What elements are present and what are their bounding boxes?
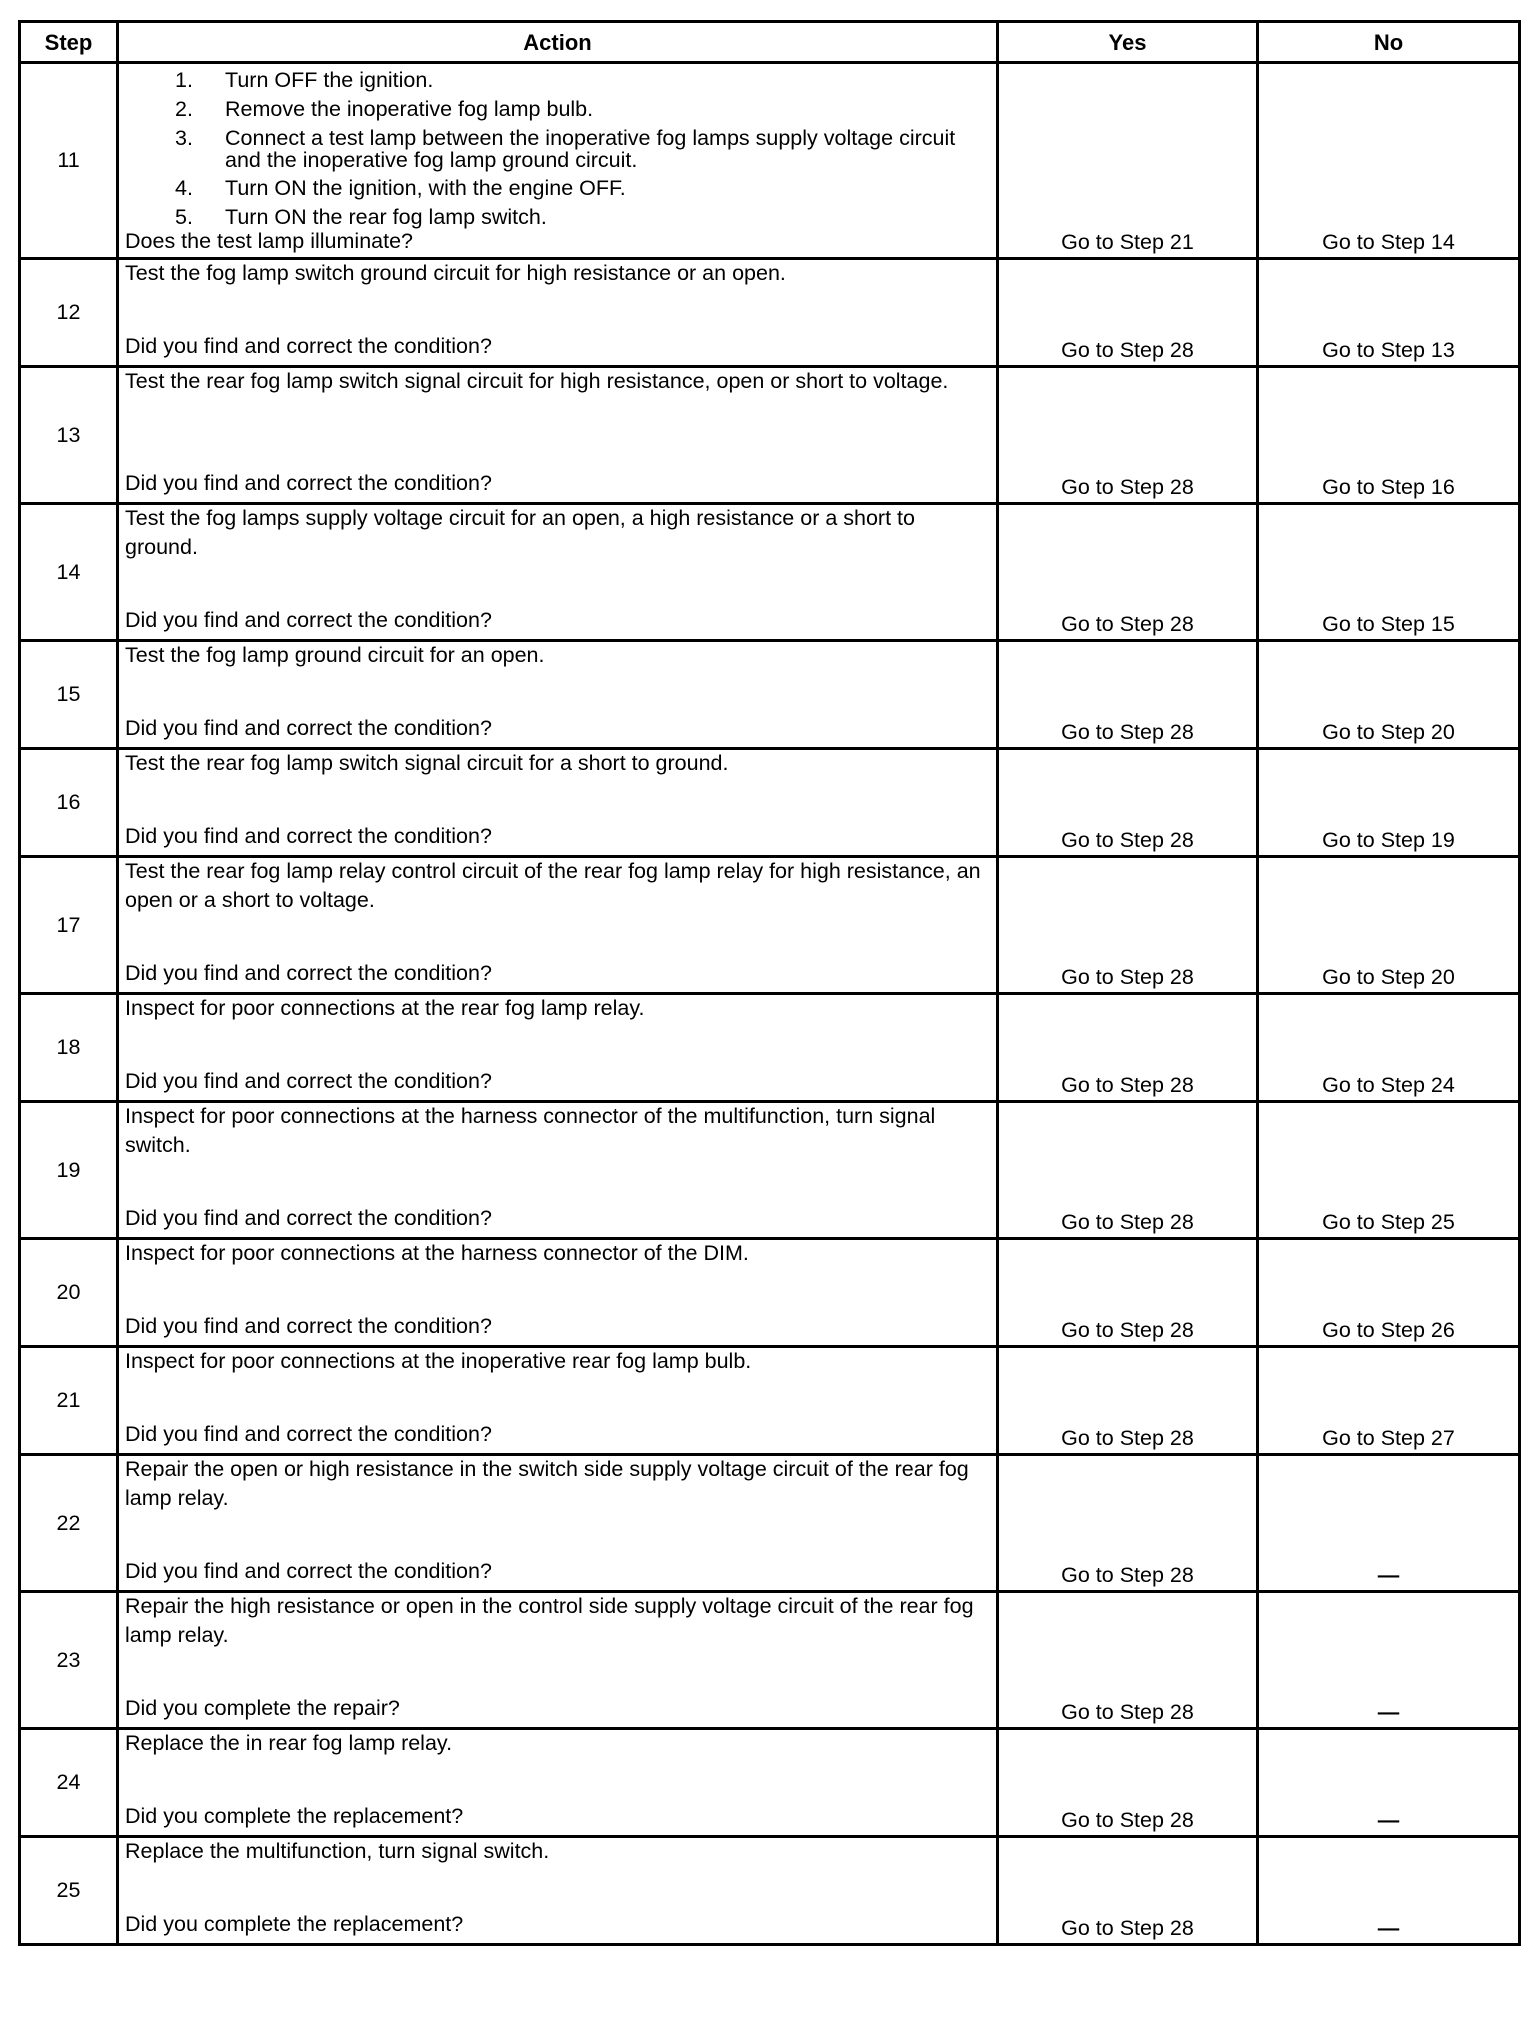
table-row: [20, 1592, 1520, 1729]
yes-cell: [998, 1837, 1258, 1945]
action-text: Inspect for poor connections at the inoperative rear fog lamp bulb.: [125, 1349, 752, 1373]
no-result: —: [1377, 1700, 1400, 1724]
action-cell: [118, 367, 998, 504]
yes-result: Go to Step 28: [1061, 1563, 1194, 1587]
action-cell: [118, 1455, 998, 1592]
question-text: Did you find and correct the condition?: [125, 716, 492, 740]
action-text: Test the fog lamp switch ground circuit for high resistance or an open.: [125, 261, 786, 285]
yes-result: Go to Step 28: [1061, 1808, 1194, 1832]
no-cell: [1258, 1102, 1520, 1239]
no-result: Go to Step 25: [1322, 1210, 1455, 1234]
action-cell: [118, 1239, 998, 1347]
no-cell: [1258, 749, 1520, 857]
table-row: [20, 367, 1520, 504]
no-result: Go to Step 20: [1322, 720, 1455, 744]
yes-cell: [998, 504, 1258, 641]
yes-cell: [998, 641, 1258, 749]
action-cell: [118, 504, 998, 641]
yes-cell: [998, 1455, 1258, 1592]
no-result: —: [1377, 1563, 1400, 1587]
table-row: [20, 504, 1520, 641]
question-text: Did you find and correct the condition?: [125, 961, 492, 985]
no-cell: [1258, 857, 1520, 994]
no-cell: [1258, 641, 1520, 749]
action-cell: [118, 749, 998, 857]
no-result: Go to Step 14: [1322, 230, 1455, 254]
no-cell: [1258, 259, 1520, 367]
yes-cell: [998, 367, 1258, 504]
action-cell: [118, 994, 998, 1102]
step-number: 16: [20, 749, 118, 857]
yes-result: Go to Step 28: [1061, 1426, 1194, 1450]
no-cell: [1258, 1837, 1520, 1945]
no-result: Go to Step 13: [1322, 338, 1455, 362]
table-row: [20, 1102, 1520, 1239]
header-step: Step: [20, 22, 118, 63]
no-cell: [1258, 1592, 1520, 1729]
yes-result: Go to Step 28: [1061, 1318, 1194, 1342]
yes-result: Go to Step 28: [1061, 1700, 1194, 1724]
action-cell: [118, 1102, 998, 1239]
yes-result: Go to Step 28: [1061, 720, 1194, 744]
yes-cell: [998, 259, 1258, 367]
yes-result: Go to Step 28: [1061, 1210, 1194, 1234]
question-text: Did you find and correct the condition?: [125, 334, 492, 358]
diagnostic-table: [18, 20, 1521, 1946]
action-cell: [118, 1729, 998, 1837]
step-number: 14: [20, 504, 118, 641]
step-number: 21: [20, 1347, 118, 1455]
table-row: [20, 1837, 1520, 1945]
step-number: 22: [20, 1455, 118, 1592]
table-row: [20, 994, 1520, 1102]
table-header-row: [20, 22, 1520, 63]
table-row: [20, 63, 1520, 259]
action-text: Test the rear fog lamp switch signal circuit for high resistance, open or short to voltage.: [125, 369, 949, 393]
no-result: Go to Step 26: [1322, 1318, 1455, 1342]
action-text: Test the rear fog lamp switch signal circuit for a short to ground.: [125, 751, 729, 775]
no-cell: [1258, 1347, 1520, 1455]
action-cell: [118, 1837, 998, 1945]
header-no: No: [1258, 22, 1520, 63]
question-text: Did you find and correct the condition?: [125, 1422, 492, 1446]
list-item: 4. Turn ON the ignition, with the engine OFF.: [175, 176, 626, 200]
no-result: —: [1377, 1808, 1400, 1832]
no-result: Go to Step 16: [1322, 475, 1455, 499]
step-number: 25: [20, 1837, 118, 1945]
yes-cell: [998, 1592, 1258, 1729]
action-cell: [118, 1347, 998, 1455]
table-row: [20, 259, 1520, 367]
question-text: Does the test lamp illuminate?: [125, 229, 414, 253]
table-row: [20, 1347, 1520, 1455]
list-item: 3. Connect a test lamp between the inoperative fog lamps supply voltage circuit and the inoperative fog lamp ground circuit.: [175, 126, 956, 172]
yes-cell: [998, 749, 1258, 857]
no-result: Go to Step 15: [1322, 612, 1455, 636]
question-text: Did you find and correct the condition?: [125, 471, 492, 495]
header-yes: Yes: [998, 22, 1258, 63]
question-text: Did you find and correct the condition?: [125, 1314, 492, 1338]
step-number: 12: [20, 259, 118, 367]
table-row: [20, 857, 1520, 994]
yes-cell: [998, 1102, 1258, 1239]
action-text: Test the fog lamps supply voltage circuit for an open, a high resistance or a short to ground.: [125, 506, 915, 559]
no-cell: [1258, 367, 1520, 504]
yes-result: Go to Step 21: [1061, 230, 1194, 254]
yes-cell: [998, 63, 1258, 259]
step-number: 13: [20, 367, 118, 504]
question-text: Did you find and correct the condition?: [125, 824, 492, 848]
no-result: Go to Step 19: [1322, 828, 1455, 852]
yes-result: Go to Step 28: [1061, 612, 1194, 636]
yes-result: Go to Step 28: [1061, 965, 1194, 989]
no-cell: [1258, 994, 1520, 1102]
action-text: Inspect for poor connections at the harness connector of the multifunction, turn signal switch.: [125, 1104, 936, 1157]
action-cell: [118, 63, 998, 259]
yes-cell: [998, 1239, 1258, 1347]
step-number: 20: [20, 1239, 118, 1347]
no-cell: [1258, 1239, 1520, 1347]
list-item: 1. Turn OFF the ignition.: [175, 68, 434, 92]
step-number: 23: [20, 1592, 118, 1729]
no-cell: [1258, 1729, 1520, 1837]
table-row: [20, 749, 1520, 857]
no-cell: [1258, 1455, 1520, 1592]
step-number: 11: [20, 63, 118, 259]
question-text: Did you complete the repair?: [125, 1696, 400, 1720]
action-text: Replace the in rear fog lamp relay.: [125, 1731, 453, 1755]
action-cell: [118, 641, 998, 749]
question-text: Did you complete the replacement?: [125, 1912, 464, 1936]
no-result: Go to Step 27: [1322, 1426, 1455, 1450]
step-number: 18: [20, 994, 118, 1102]
table-row: [20, 1455, 1520, 1592]
action-text: Test the rear fog lamp relay control circuit of the rear fog lamp relay for high resistance, an open or a short to voltage.: [125, 859, 981, 912]
question-text: Did you find and correct the condition?: [125, 1206, 492, 1230]
list-item: 5. Turn ON the rear fog lamp switch.: [175, 205, 547, 229]
action-text: Replace the multifunction, turn signal switch.: [125, 1839, 550, 1863]
action-cell: [118, 1592, 998, 1729]
table-row: [20, 1239, 1520, 1347]
no-result: —: [1377, 1916, 1400, 1940]
action-text: Repair the open or high resistance in the switch side supply voltage circuit of the rear fog lamp relay.: [125, 1457, 969, 1510]
action-cell: [118, 259, 998, 367]
question-text: Did you find and correct the condition?: [125, 1069, 492, 1093]
procedure-list: [125, 66, 992, 232]
action-text: Inspect for poor connections at the harness connector of the DIM.: [125, 1241, 749, 1265]
no-cell: [1258, 63, 1520, 259]
table-row: [20, 1729, 1520, 1837]
action-text: Repair the high resistance or open in the control side supply voltage circuit of the rear fog lamp relay.: [125, 1594, 974, 1647]
list-item: 2. Remove the inoperative fog lamp bulb.: [175, 97, 594, 121]
no-result: Go to Step 24: [1322, 1073, 1455, 1097]
question-text: Did you find and correct the condition?: [125, 1559, 492, 1583]
no-cell: [1258, 504, 1520, 641]
action-text: Test the fog lamp ground circuit for an open.: [125, 643, 545, 667]
table-row: [20, 641, 1520, 749]
step-number: 24: [20, 1729, 118, 1837]
step-number: 15: [20, 641, 118, 749]
yes-result: Go to Step 28: [1061, 1916, 1194, 1940]
yes-cell: [998, 857, 1258, 994]
step-number: 17: [20, 857, 118, 994]
yes-result: Go to Step 28: [1061, 338, 1194, 362]
yes-result: Go to Step 28: [1061, 475, 1194, 499]
action-text: Inspect for poor connections at the rear fog lamp relay.: [125, 996, 645, 1020]
header-action: Action: [118, 22, 998, 63]
step-number: 19: [20, 1102, 118, 1239]
yes-cell: [998, 1729, 1258, 1837]
action-cell: [118, 857, 998, 994]
yes-cell: [998, 994, 1258, 1102]
yes-result: Go to Step 28: [1061, 828, 1194, 852]
yes-result: Go to Step 28: [1061, 1073, 1194, 1097]
yes-cell: [998, 1347, 1258, 1455]
question-text: Did you find and correct the condition?: [125, 608, 492, 632]
no-result: Go to Step 20: [1322, 965, 1455, 989]
question-text: Did you complete the replacement?: [125, 1804, 464, 1828]
